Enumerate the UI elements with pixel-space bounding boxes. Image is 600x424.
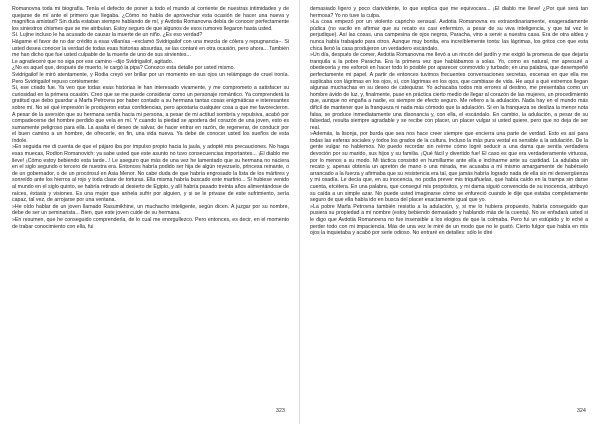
paragraph: »Además, la lisonja, por burda que sea nos hace creer siempre que encierra una parte de verdad. Esto es así para todas las esferas sociales y todos los grados de la cultura. Incluso la más pura vestal es sensible a la adulación. De la gente vulgar no hablemos. No puedo recordar sin reírme cómo logré seducir a una dama que sentía verdadera devoción por su marido, sus hijos y su familia. ¡Qué fácil y divertido fue! El caso es que era verdaderamente virtuosa, por lo menos a su modo. Mi táctica consistió en humillarme ante ella e inclinarme ante su castidad. La adulaba sin recato y, apenas obtenía un apretón de mano o una mirada, me acusaba a mí mismo amargamente de habérselo arrancado a la fuerza y afirmaba que su resistencia era tal, que jamás habría logrado nada de ella sin mi desvergüenza y mi osadía. Le decía que, en su inocencia, no podía prever mis triquiñuelas, que había caído en la trampa sin darse cuenta, etcétera. En una palabra, que conseguí mis propósitos, y mi dama siguió convencida de su inocencia, atribuyó su caída a un simple azar. No puede usted imaginarse cómo se enfureció cuando le dije que estaba completamente seguro de que ella había ido en busca del placer exactamente igual que yo. (310, 131, 588, 204)
right-page (300, 0, 600, 424)
paragraph: demasiado ligero y poco clarividente, lo que explica que me equivocara... ¡El diablo me lleve! ¿Por qué será tan hermosa? Yo no tuve la culpa. (310, 6, 588, 19)
right-page-text (310, 6, 588, 398)
paragraph: Hágame el favor de no dar crédito a esas villanías –exclamó Svidrigailof con una mezcla de cólera y repugnancia–. Si usted desea conocer la verdad de todas esas historias absurdas, se las contaré en otra ocasión, pero ahora... También me han dicho que fue usted culpable de la muerte de uno de sus sirvientes... (12, 38, 289, 59)
paragraph: ¿No es aquel que, después de muerto, le cargó la pipa? Conozco esta detalle por usted mismo. (12, 65, 235, 72)
page-number: 324 (576, 408, 586, 414)
paragraph: »La cosa empezó por un violento capricho sensual. Avdotia Romanovna es extraordinariamente, exageradamente púdica (no vacilo en afirmar que su recato es casi enfermizo, a pesar de su viva inteligencia, y que tal vez le perjudique). Así las cosas, una campesina de ojos negros, Paracha, vino a servir a nuestra casa. Era de otra aldea y nunca había trabajado para otros. Aunque muy bonita, era increíblemente tonta: las lágrimas, los gritos con que esta chica llenó la casa produjeron un verdadero escándalo. (310, 19, 588, 52)
paragraph: »La pobre Marfa Petrovna también resistía a la adulación, y, si me lo hubiera propuesto, habría conseguido que pusiera su propiedad a mi nombre (estoy bebiendo demasiado y hablando más de la cuenta). No se enfadará usted si le digo que Avdotia Romanovna no fue insensible a los elogios de que la colmaba. Pero fui un estúpido y lo eché a perder todo con mi impaciencia. Más de una vez le miré de un modo que no le gustó. Cierto fulgor que había en mis ojos la inquietaba y acabó por serle odioso. No entraré en detalles: sólo le diré (310, 203, 588, 237)
paragraph: Le agradeceré que no siga por ese camino –dijo Svidrigailof, agitado. (12, 58, 174, 65)
paragraph: »En resumen, que he conseguido comprenderla, de lo cual me enorgullezco. Pero entonces, es decir, en el momento de trabar conocimiento con ella, fui (12, 217, 289, 230)
paragraph: Romanovna toda mi biografía. Tenía el defecto de poner a todo el mundo al corriente de nuestras intimidades y de quejarse de mí ante el primero que llegaba. ¿Cómo no había de aprovechar esta ocasión de hacer una nueva y magnífica amistad? Sin duda estaban siempre hablando de mí, y Avdotia Romanovna debía de conocer perfectamente los siniestros chismes que se me atribuían. Estoy seguro de que algunos de esos rumores llegaron hasta usted. (12, 6, 289, 32)
paragraph: Svidrigailof le miró atentamente, y Rodia creyó ver brillar por un momento en sus ojos un relámpago de cruel ironía. Pero Svidrigailof repuso cortésmente: (12, 71, 289, 85)
left-page-text (12, 6, 289, 398)
paragraph: »En seguida me di cuenta de que el pájaro iba por impulso propio hacia la jaula, y adopté mis precauciones. No haga esas muecas, Rodion Romanovich: ya sabe usted que este asunto no tuvo consecuencias importantes... ¡El diablo me lleve! ¡Cómo estoy bebiendo esta tarde...! Le aseguro que más de una vez he lamentado que su hermana no naciera en el siglo segundo o tercero de nuestra era. Entonces habría podido ser hija de algún reyezuelo, princesa reinante, o de un gobernador, o de un procónsul en Asia Menor. No cabe duda de que habría engrosado la lista de los mártires y sonreído ante los hierros al rojo y toda clase de torturas. Ella misma habría buscado este martirio... Si hubiese venido al mundo en el siglo quinto, se habría retirado al desierto de Egipto, y allí habría pasado treinta años alimentándose de raíces, éxtasis y visiones. Es una mujer que anhela sufrir por alguien, y si se le privase de este sufrimiento, sería capaz, tal vez, de arrojarse por una ventana. (12, 144, 289, 204)
paragraph: Sí. Lujine incluso le ha acusado de causar la muerte de un niño. ¿Es eso verdad? (12, 32, 203, 39)
paragraph: »Un día, después de comer, Avdotia Romanovna me llevó a un rincón del jardín y me exigió la promesa de que dejaría tranquila a la pobre Paracha. Era la primera vez que hablábamos a solas. Yo, como es natural, me apresuré a obedecerla y me esforcé en hacer todo lo posible por aparecer conmovido y turbado; en una palabra, que desempeñé perfectamente mi papel. A partir de entonces tuvimos frecuentes conversaciones secretas, escenas en que ella me suplicaba con lágrimas en los ojos, sí, con lágrimas en los ojos, que cambiase de vida. He aquí a qué extremos llegan algunas muchachas en su deseo de catequizar. Yo achacaba todos mis errores al destino, me presentaba como un hombre ávido de luz, y, finalmente, puse en práctica cierto medio de llegar al corazón de las mujeres, un procedimiento que, aunque no engaña a nadie, es siempre de efecto seguro. Me refiero a la adulación. Nada hay en el mundo más difícil de mantener que la franqueza ni nada más cómodo que la adulación. Si en la franqueza se desliza la menor nota falsa, se produce inmediatamente una disonancia y, con ella, el escándalo. En cambio, la adulación, a pesar de su falsedad, resulta siempre agradable y se recibe con placer, un placer vulgar si usted quiere, pero que no deja de ser real. (310, 52, 588, 131)
paragraph: »He oído hablar de un joven llamado Rasumikhine, un muchacho inteligente, según dicen. A juzgar por su nombre, debe de ser un seminarista... Bien, que este joven cuide de su hermana. (12, 203, 289, 217)
page-number: 323 (275, 408, 285, 414)
paragraph: Sí, ese criado fue. Ya veo que todas esas historias le han interesado vivamente, y me comprometo a satisfacer su curiosidad en la primera ocasión. Creo que se me puede considerar como un personaje romántico. Ya comprenderá la gratitud que debo guardar a Marfa Petrovna por haber contado a su hermana tantas cosas enigmáticas e interesantes sobre mí. No sé qué impresión le produjeron estas confidencias, pero apostaría cualquier cosa a que me favorecieron. A pesar de la aversión que su hermana sentía hacia mi persona, a pesar de mi actitud sombría y repulsiva, acabó por compadecerse del hombre perdido que veía en mí. Y cuando la piedad se apodera del corazón de una joven, esto es sumamente peligroso para ella. La asalta el deseo de salvar, de hacer entrar en razón, de regenerar, de conducir por el buen camino a un hombre, de ofrecerle, en fin, una vida nueva. Ya debe de conocer usted los sueños de esta índole. (12, 85, 289, 144)
